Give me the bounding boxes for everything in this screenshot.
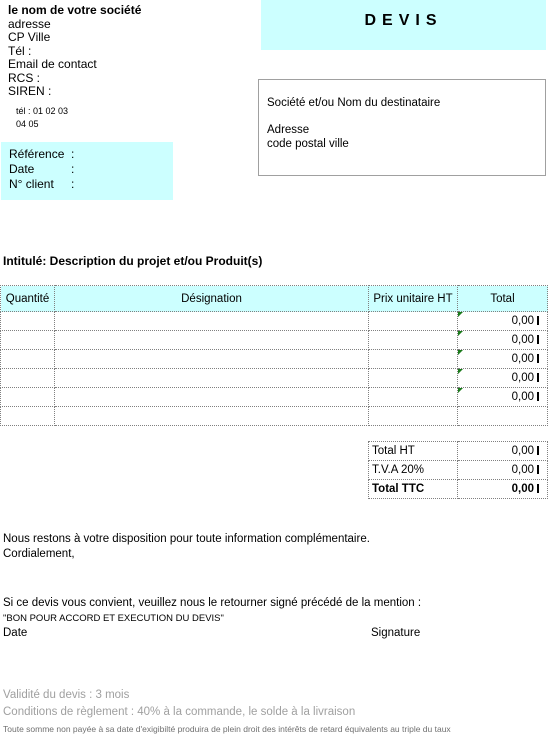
total-ht-amount: 0,00 [511,445,534,457]
devis-title: DEVIS [364,12,443,29]
table-row [1,388,548,407]
header-designation: Désignation [55,286,369,312]
closing-text [3,532,370,562]
total-ttc-amount: 0,00 [511,483,534,495]
company-rcs: RCS : [8,70,41,85]
header-quantity: Quantité [1,286,55,312]
client-number-row[interactable] [9,177,75,191]
company-name: le nom de votre société [8,3,142,17]
cell-bar-icon [537,392,539,401]
signature-label: Signature [371,627,421,639]
company-block [8,4,141,99]
table-row [1,350,548,369]
table-row [1,369,548,388]
total-ttc-row [369,480,548,499]
tva-amount: 0,00 [511,464,534,476]
formula-marker-icon [458,369,463,374]
tel-line-2: 04 05 [16,119,39,129]
cell-unit-price[interactable] [369,312,458,331]
recipient-postal: code postal ville [267,138,349,150]
header-total: Total [458,286,548,312]
tva-label: T.V.A 20% [369,461,458,480]
cell-unit-price[interactable] [369,407,458,426]
total-ht-row [369,442,548,461]
closing-line-2: Cordialement, [3,548,75,560]
tva-value[interactable] [458,461,548,480]
cell-quantity[interactable] [1,388,55,407]
cell-unit-price[interactable] [369,388,458,407]
acceptance-mention: Si ce devis vous convient, veuillez nous le retourner signé précédé de la mention : [3,597,422,609]
reference-row[interactable] [9,147,75,161]
header-unit-price: Prix unitaire HT [369,286,458,312]
total-value: 0,00 [511,391,534,403]
company-email: Email de contact [8,57,97,71]
total-ht-label: Total HT [369,442,458,461]
date-signature-label: Date [3,627,28,639]
reference-box [1,142,173,200]
cell-quantity[interactable] [1,331,55,350]
project-title: Intitulé: Description du projet et/ou Produit(s) [3,254,263,268]
cell-unit-price[interactable] [369,331,458,350]
cell-bar-icon [537,335,539,344]
client-number-colon: : [71,177,75,191]
company-siren: SIREN : [8,84,52,98]
cell-quantity[interactable] [1,369,55,388]
total-value: 0,00 [511,372,534,384]
totals-table [368,441,548,499]
validity-text: Validité du devis : 3 mois [3,689,130,701]
bon-pour-accord: "BON POUR ACCORD ET EXECUTION DU DEVIS" [3,613,224,624]
cell-bar-icon [537,373,539,382]
total-value: 0,00 [511,315,534,327]
cell-designation[interactable] [55,407,369,426]
formula-marker-icon [458,312,463,317]
company-tel-detail [16,105,68,131]
total-ttc-label: Total TTC [369,480,458,499]
cell-unit-price[interactable] [369,369,458,388]
date-colon: : [71,162,75,176]
company-address: adresse [8,16,51,31]
payment-conditions: Conditions de règlement : 40% à la commande, le solde à la livraison [3,706,356,718]
table-row [1,312,548,331]
tel-line-1: tél : 01 02 03 [16,106,69,116]
cell-bar-icon [537,354,539,363]
recipient-name: Société et/ou Nom du destinataire [267,97,441,109]
total-value: 0,00 [511,334,534,346]
cell-designation[interactable] [55,350,369,369]
total-value: 0,00 [511,353,534,365]
table-row [1,407,548,426]
cell-bar-icon [537,484,539,493]
cell-quantity[interactable] [1,312,55,331]
recipient-address: Adresse [267,124,310,136]
formula-marker-icon [458,350,463,355]
cell-designation[interactable] [55,312,369,331]
cell-designation[interactable] [55,388,369,407]
total-ht-value[interactable] [458,442,548,461]
items-header-row [1,286,548,312]
cell-total[interactable] [458,312,548,331]
client-number-label: N° client [9,177,54,191]
cell-total[interactable] [458,369,548,388]
cell-total[interactable] [458,388,548,407]
cell-designation[interactable] [55,369,369,388]
late-penalty-text: Toute somme non payée à sa date d'exigibilté produira de plein droit des intérêts de retard équivalents au triple du taux [3,724,451,734]
tva-row [369,461,548,480]
company-city: CP Ville [8,30,51,44]
cell-total[interactable] [458,331,548,350]
devis-header-box [261,0,546,50]
date-row[interactable] [9,162,75,176]
table-row [1,331,548,350]
closing-line-1: Nous restons à votre disposition pour toute information complémentaire. [3,533,370,545]
cell-total[interactable] [458,407,548,426]
cell-bar-icon [537,465,539,474]
total-ttc-value[interactable] [458,480,548,499]
cell-unit-price[interactable] [369,350,458,369]
formula-marker-icon [458,388,463,393]
cell-quantity[interactable] [1,407,55,426]
formula-marker-icon [458,331,463,336]
reference-label: Référence [9,147,65,161]
company-phone: Tél : [8,43,32,58]
cell-total[interactable] [458,350,548,369]
cell-quantity[interactable] [1,350,55,369]
date-label: Date [9,162,35,176]
cell-designation[interactable] [55,331,369,350]
cell-bar-icon [537,446,539,455]
items-table [0,285,548,426]
recipient-box[interactable] [258,79,546,176]
cell-bar-icon [537,316,539,325]
reference-colon: : [71,147,75,161]
